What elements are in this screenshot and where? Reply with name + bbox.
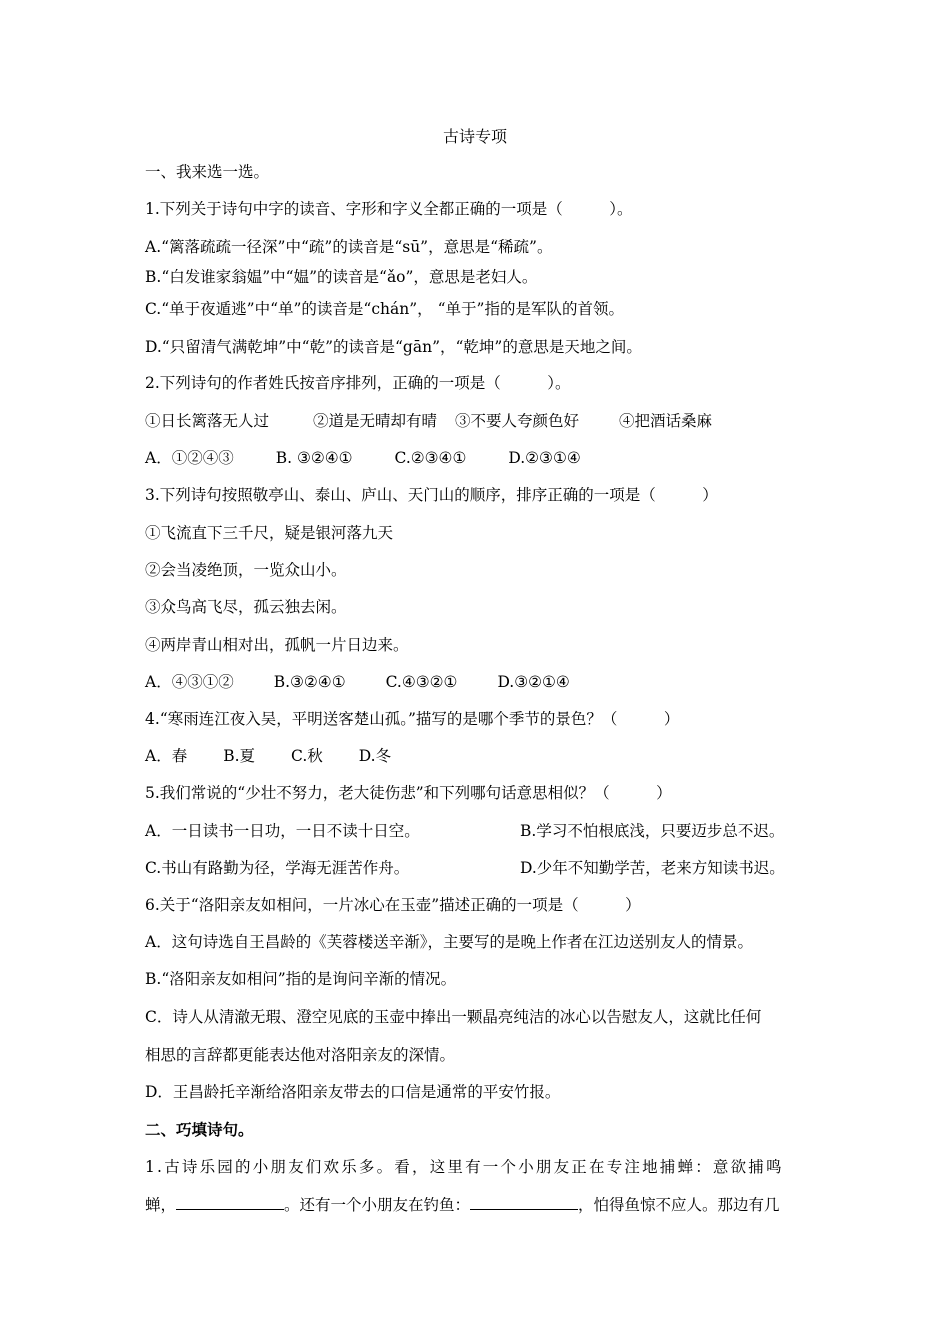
fill-line-1: 1.古诗乐园的小朋友们欢乐多。看，这里有一个小朋友正在专注地捕蝉：意欲捕鸣: [145, 1158, 784, 1176]
fill-line-2: [145, 1193, 780, 1216]
q2-option: A．①②④③: [145, 449, 234, 467]
section-heading-1: 一、我来选一选。: [145, 163, 270, 181]
q1-option-a: A.“篱落疏疏一径深”中“疏”的读音是“sū”，意思是“稀疏”。: [145, 238, 553, 256]
q3-option: D.③②①④: [497, 673, 570, 691]
q3-line: ①飞流直下三千尺，疑是银河落九天: [145, 524, 394, 542]
fill-text: ，怕得鱼惊不应人。那边有几: [578, 1196, 780, 1214]
q2-option: C.②③④①: [394, 449, 467, 467]
q4-option: B.夏: [223, 747, 256, 765]
q1-option-b: B.“白发谁家翁媪”中“媪”的读音是“ǎo”，意思是老妇人。: [145, 268, 538, 286]
q2-item: ④把酒话桑麻: [619, 412, 713, 430]
q3-line: ③众鸟高飞尽，孤云独去闲。: [145, 598, 347, 616]
q5-option-c: C.书山有路勤为径，学海无涯苦作舟。: [145, 859, 410, 877]
q1-stem: 1.下列关于诗句中字的读音、字形和字义全都正确的一项是（ ）。: [145, 200, 633, 218]
q2-option: B. ③②④①: [275, 449, 353, 467]
q2-items: [145, 410, 712, 432]
q6-option-c: C．诗人从清澈无瑕、澄空见底的玉壶中捧出一颗晶亮纯洁的冰心以告慰友人，这就比任何: [145, 1008, 762, 1026]
q2-options: [145, 447, 581, 469]
q2-option: D.②③①④: [508, 449, 581, 467]
q5-row-2: [145, 857, 805, 879]
q5-option-b: B.学习不怕根底浅，只要迈步总不迟。: [520, 822, 785, 840]
q6-stem: 6.关于“洛阳亲友如相问，一片冰心在玉壶”描述正确的一项是（ ）: [145, 896, 641, 914]
q5-stem: 5.我们常说的“少壮不努力，老大徒伤悲”和下列哪句话意思相似？（ ）: [145, 784, 672, 802]
q1-option-c: C.“单于夜遁逃”中“单”的读音是“chán”， “单于”指的是军队的首领。: [145, 300, 624, 318]
q4-option: C.秋: [291, 747, 323, 765]
q3-line: ④两岸青山相对出，孤帆一片日边来。: [145, 636, 409, 654]
q6-option-b: B.“洛阳亲友如相问”指的是询问辛渐的情况。: [145, 970, 457, 988]
q4-options: [145, 745, 391, 767]
page-title: 古诗专项: [442, 127, 507, 146]
q5-option-d: D.少年不知勤学苦，老来方知读书迟。: [520, 859, 785, 877]
q1-option-d: D.“只留清气满乾坤”中“乾”的读音是“gān”，“乾坤”的意思是天地之间。: [145, 338, 642, 356]
section-heading-2: 二、巧填诗句。: [145, 1120, 254, 1139]
q3-line: ②会当凌绝顶，一览众山小。: [145, 561, 347, 579]
fill-text: 蝉，: [145, 1196, 177, 1214]
q3-options: [145, 671, 570, 693]
q3-option: B.③②④①: [273, 673, 346, 691]
q3-option: C.④③②①: [385, 673, 458, 691]
q3-option: A．④③①②: [145, 673, 234, 691]
fill-text: 。还有一个小朋友在钓鱼：: [284, 1196, 471, 1214]
answer-blank[interactable]: [470, 1193, 578, 1210]
q4-option: D.冬: [358, 747, 392, 765]
q2-item: ②道是无晴却有晴: [313, 412, 438, 430]
q2-item: ①日长篱落无人过: [145, 412, 270, 430]
q4-option: A．春: [145, 747, 188, 765]
q6-option-c-cont: 相思的言辞都更能表达他对洛阳亲友的深情。: [145, 1046, 456, 1064]
q6-option-d: D．王昌龄托辛渐给洛阳亲友带去的口信是通常的平安竹报。: [145, 1083, 561, 1101]
q3-stem: 3.下列诗句按照敬亭山、泰山、庐山、天门山的顺序，排序正确的一项是（ ）: [145, 486, 718, 504]
q2-stem: 2.下列诗句的作者姓氏按音序排列，正确的一项是（ ）。: [145, 374, 571, 392]
q2-item: ③不要人夸颜色好: [455, 412, 580, 430]
q5-row-1: [145, 820, 805, 842]
answer-blank[interactable]: [176, 1193, 284, 1210]
q5-option-a: A．一日读书一日功，一日不读十日空。: [145, 822, 420, 840]
q6-option-a: A．这句诗选自王昌龄的《芙蓉楼送辛渐》，主要写的是晚上作者在江边送别友人的情景。: [145, 933, 753, 951]
q4-stem: 4.“寒雨连江夜入吴，平明送客楚山孤。”描写的是哪个季节的景色？（ ）: [145, 710, 680, 728]
